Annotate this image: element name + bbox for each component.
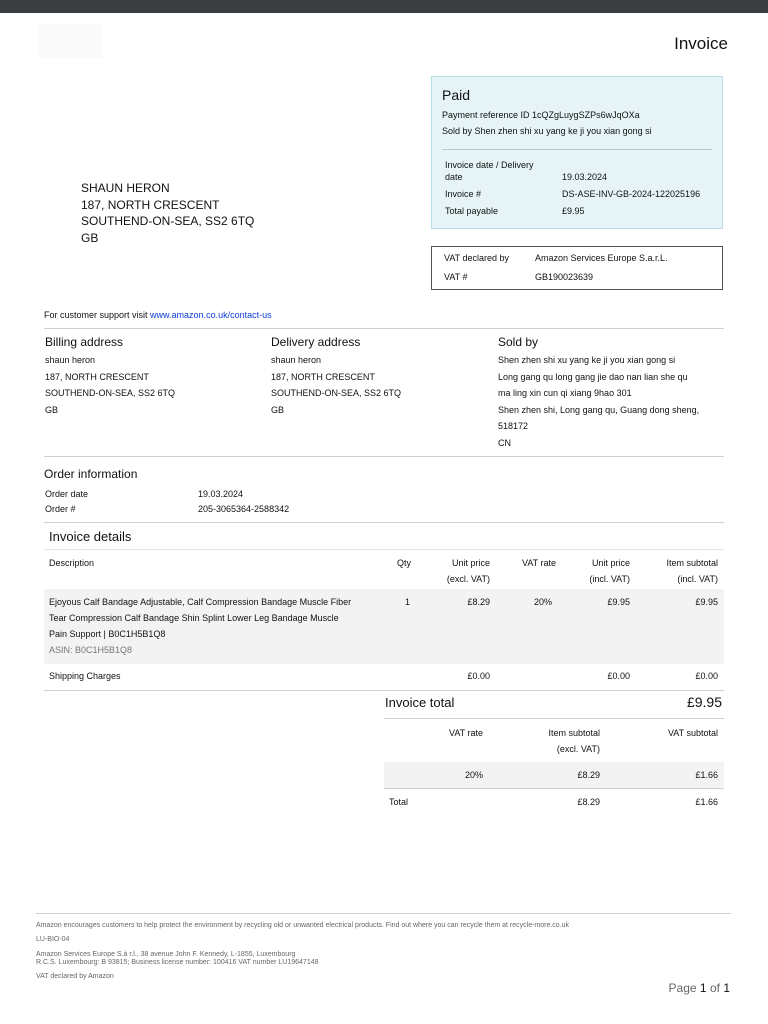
divider (384, 718, 724, 719)
page-total: 1 (723, 981, 730, 995)
item-subtotal: £9.95 (695, 597, 718, 607)
order-number-value: 205-3065364-2588342 (198, 504, 290, 514)
vat-summary-col-item-subtotal-line2: (excl. VAT) (556, 744, 600, 754)
vat-summary-rate: 20% (464, 770, 483, 780)
seller-address-line: Shen zhen shi, Long gang qu, Guang dong sheng, (498, 404, 700, 415)
vat-summary-col-item-subtotal-line1: Item subtotal (548, 728, 600, 738)
page-current: 1 (699, 981, 707, 995)
delivery-address-line: GB (271, 404, 285, 415)
seller-address-line: CN (498, 437, 511, 448)
vat-summary-col-rate: VAT rate (448, 728, 483, 738)
seller-address-line: Long gang qu long gang jie dao nan lian she qu (498, 371, 688, 382)
customer-address-line: SOUTHEND-ON-SEA, SS2 6TQ (81, 214, 255, 228)
delivery-address (271, 352, 401, 418)
total-payable-label: Total payable (445, 206, 499, 216)
logo-area (38, 24, 102, 58)
vat-number-label: VAT # (444, 272, 468, 282)
col-unit-price-incl-line1: Unit price (591, 558, 630, 568)
footer-company-address (36, 951, 319, 967)
col-unit-price-incl (560, 555, 630, 587)
seller-address (498, 352, 699, 451)
footer-code: LU-BIO-04 (36, 936, 70, 943)
divider (44, 456, 724, 457)
divider (44, 328, 724, 329)
order-number-label: Order # (45, 504, 76, 514)
divider (44, 522, 724, 523)
divider (44, 690, 724, 691)
seller-address-line: Shen zhen shi xu yang ke ji you xian gong si (498, 355, 676, 365)
item-description-line: Pain Support | B0C1H5B1Q8 (49, 629, 166, 639)
footer-vat-declared: VAT declared by Amazon (36, 973, 114, 980)
invoice-total-value: £9.95 (686, 694, 722, 710)
col-item-subtotal (640, 555, 718, 587)
delivery-address-line: 187, NORTH CRESCENT (271, 371, 375, 382)
customer-address (81, 180, 254, 246)
item-description-line: Tear Compression Calf Bandage Shin Splint Lower Leg Bandage Muscle (49, 613, 339, 623)
shipping-subtotal: £0.00 (695, 671, 718, 681)
billing-address (45, 352, 175, 418)
col-vat-rate: VAT rate (521, 558, 556, 568)
support-link[interactable]: www.amazon.co.uk/contact-us (150, 310, 272, 320)
footer-address-line: R.C.S. Luxembourg: B 93815; Business license number: 100416 VAT number LU19647148 (36, 959, 319, 966)
seller-address-line: 518172 (498, 421, 529, 431)
sold-by-line: Sold by Shen zhen shi xu yang ke ji you xian gong si (442, 126, 652, 136)
invoice-date-label-2: date (445, 172, 463, 182)
customer-address-line: GB (81, 230, 99, 245)
vat-summary-total-label: Total (389, 797, 409, 807)
vat-summary-col-item-subtotal (500, 725, 600, 757)
footer-divider (36, 913, 731, 914)
item-description (49, 594, 389, 658)
invoice-date-value: 19.03.2024 (562, 172, 608, 182)
sold-by-heading: Sold by (498, 335, 539, 349)
support-prefix: For customer support visit (44, 310, 148, 320)
billing-address-line: 187, NORTH CRESCENT (45, 371, 149, 382)
item-unit-price-excl: £8.29 (467, 597, 490, 607)
billing-address-line: shaun heron (45, 355, 96, 365)
vat-summary-total-vat-subtotal: £1.66 (695, 797, 718, 807)
shipping-unit-price-incl: £0.00 (607, 671, 630, 681)
page-word: Page (668, 981, 697, 995)
invoice-date-label: Invoice date / Delivery (445, 160, 534, 170)
col-unit-price-incl-line2: (incl. VAT) (589, 574, 630, 584)
invoice-number-label: Invoice # (445, 189, 482, 199)
vat-summary-col-vat-subtotal: VAT subtotal (667, 728, 718, 738)
page-title: Invoice (674, 34, 728, 53)
seller-address-line: ma ling xin cun qi xiang 9hao 301 (498, 388, 632, 398)
billing-address-heading: Billing address (45, 335, 124, 349)
item-qty: 1 (405, 597, 411, 607)
item-asin: ASIN: B0C1H5B1Q8 (49, 645, 133, 655)
invoice-total-label: Invoice total (385, 695, 455, 710)
col-unit-price-excl-line1: Unit price (451, 558, 490, 568)
footer-recycle-note: Amazon encourages customers to help protect the environment by recycling old or unwanted electrical products. Find out where you can recycle them at recycle-more.co.uk (36, 922, 570, 929)
vat-declared-by-value: Amazon Services Europe S.a.r.L. (535, 253, 668, 263)
col-unit-price-excl (420, 555, 490, 587)
vat-summary-total-item-subtotal: £8.29 (577, 797, 600, 807)
paid-status: Paid (442, 87, 471, 103)
col-item-subtotal-line1: Item subtotal (666, 558, 718, 568)
payment-reference: Payment reference ID 1cQZgLuygSZPs6wJqOXa (442, 110, 640, 120)
divider (44, 549, 724, 550)
top-bar (0, 0, 768, 13)
item-vat-rate: 20% (533, 597, 552, 607)
order-date-value: 19.03.2024 (198, 489, 244, 499)
item-unit-price-incl: £9.95 (607, 597, 630, 607)
payment-summary-box (431, 76, 723, 229)
shipping-label: Shipping Charges (49, 671, 121, 681)
customer-address-line: SHAUN HERON (81, 181, 170, 195)
vat-summary-vat-subtotal: £1.66 (695, 770, 718, 780)
delivery-address-heading: Delivery address (271, 335, 361, 349)
divider (384, 788, 724, 789)
page-of: of (709, 981, 720, 995)
delivery-address-line: SOUTHEND-ON-SEA, SS2 6TQ (271, 388, 402, 398)
delivery-address-line: shaun heron (271, 355, 322, 365)
vat-summary-item-subtotal: £8.29 (577, 770, 600, 780)
billing-address-line: GB (45, 404, 59, 415)
billing-address-line: SOUTHEND-ON-SEA, SS2 6TQ (45, 388, 176, 398)
col-qty: Qty (397, 558, 412, 568)
vat-number-value: GB190023639 (535, 272, 594, 282)
vat-declaration-box (431, 246, 723, 290)
total-payable-value: £9.95 (562, 206, 585, 216)
col-item-subtotal-line2: (incl. VAT) (677, 574, 718, 584)
customer-support-line (44, 310, 272, 320)
invoice-details-heading: Invoice details (49, 529, 132, 544)
page-number (669, 981, 730, 995)
col-unit-price-excl-line2: (excl. VAT) (446, 574, 490, 584)
order-date-label: Order date (45, 489, 89, 499)
vat-declared-by-label: VAT declared by (444, 253, 510, 263)
footer-address-line: Amazon Services Europe S.à r.l., 38 avenue John F. Kennedy, L-1855, Luxembourg (36, 951, 296, 958)
customer-address-line: 187, NORTH CRESCENT (81, 197, 220, 212)
order-information-heading: Order information (44, 467, 138, 481)
invoice-number-value: DS-ASE-INV-GB-2024-122025196 (562, 189, 701, 199)
col-description: Description (49, 558, 95, 568)
shipping-unit-price-excl: £0.00 (467, 671, 490, 681)
divider (442, 149, 712, 150)
item-description-line: Ejoyous Calf Bandage Adjustable, Calf Compression Bandage Muscle Fiber (49, 597, 352, 607)
